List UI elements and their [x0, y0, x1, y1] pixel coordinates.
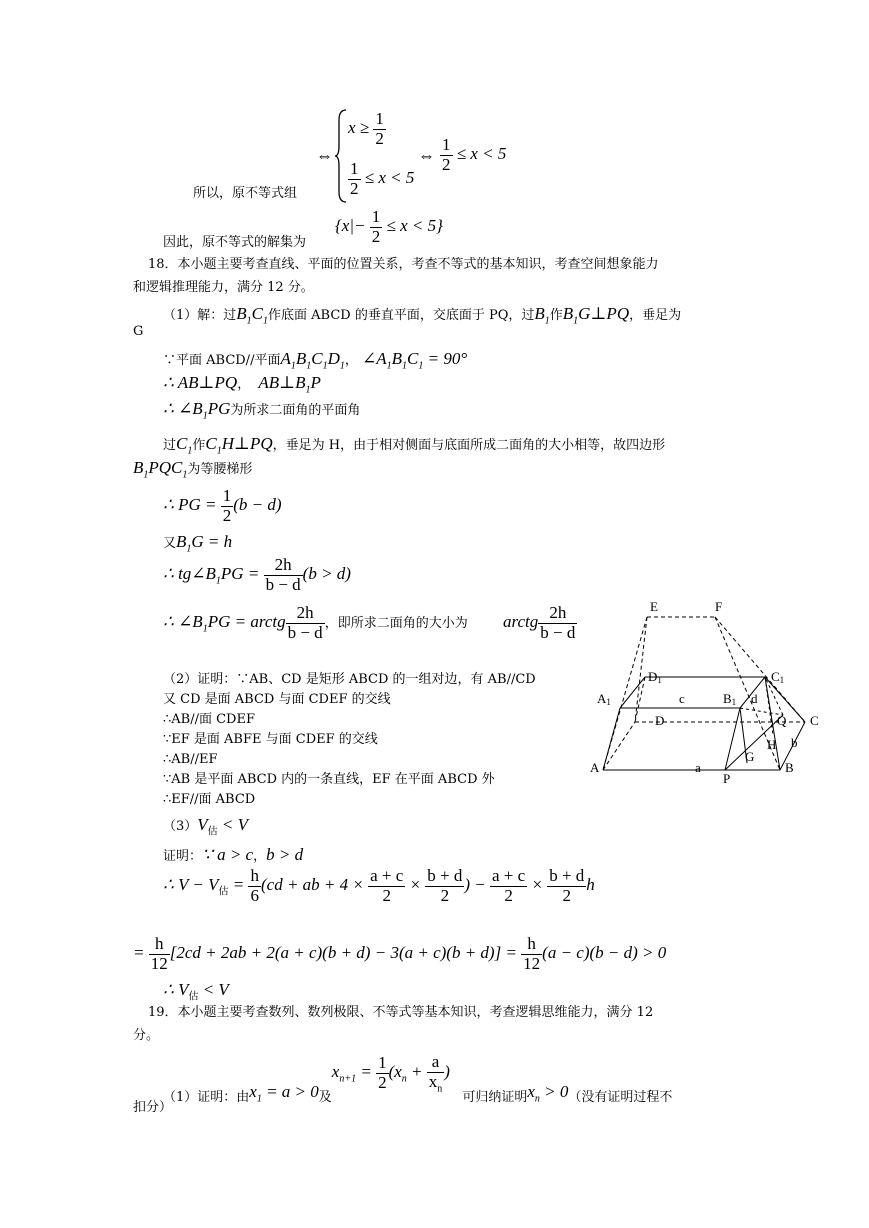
- label-p: P: [723, 771, 731, 786]
- label-d1: D1: [648, 669, 662, 685]
- q18-perp: ∴ AB⊥PQ， $AB\perp B_1P$: [163, 373, 321, 396]
- q18-p3-label: $(3)V_估 < V$: [163, 815, 249, 838]
- label-c1: C1: [771, 669, 785, 685]
- q18-plane-angle: ∴ $\angle B_1PG$为所求二面角的平面角: [163, 399, 361, 422]
- geometry-figure: [585, 595, 825, 790]
- q18-p1-line: （1）解：过$B_1C_1$作底面 ABCD 的垂直平面，交底面于 PQ，过$B_1$作$B_1G\perp PQ$，垂足为: [163, 304, 682, 327]
- label-b-vertex: B: [785, 760, 794, 775]
- equiv-symbol-2: ⇔: [418, 146, 435, 165]
- label-b1: B1: [723, 691, 737, 707]
- label-d: d: [751, 691, 758, 706]
- left-brace: [334, 108, 348, 204]
- equiv-symbol-1: ⇔: [316, 146, 333, 165]
- label-a-edge: a: [695, 760, 701, 775]
- label-f: F: [715, 599, 723, 614]
- q18-volume-result: = $\frac{h}{12}$ [2cd + 2ab + 2(a + c)(b + d) − 3(a + c)(b + d)] = $\frac{h}{12}$ (a − c)(b − d) > 0: [133, 934, 667, 973]
- label-b: b: [791, 735, 798, 750]
- q18-p2-1: （2）证明：∵AB、CD 是矩形 ABCD 的一组对边，有 AB//CD: [163, 672, 536, 687]
- equiv-result: $\frac{1}{2}$ ≤ x < 5: [442, 135, 507, 174]
- label-a1: A1: [597, 691, 611, 707]
- q18-p2-2: 又 CD 是面 ABCD 与面 CDEF 的交线: [163, 692, 391, 707]
- q18-arctg-answer: arctg $\frac{2h}{b - d}$: [503, 603, 576, 642]
- q18-b1g: 又$B_1G = h$: [163, 532, 233, 555]
- label-e: E: [650, 599, 658, 614]
- hence-text: 因此，原不等式的解集为: [163, 235, 307, 250]
- q18-header-cont: 和逻辑推理能力，满分 12 分。: [133, 280, 314, 295]
- solution-set: {x|− $\frac{1}{2}$ ≤ x < 5}: [335, 207, 443, 246]
- label-c: c: [679, 691, 685, 706]
- label-d-vertex: D: [655, 713, 665, 728]
- ineq-x-ge-half: x ≥ $\frac{1}{2}$: [348, 109, 384, 148]
- q18-trapezoid-cont: $B_1PQC_1$为等腰梯形: [133, 458, 253, 481]
- q18-p2-3: ∴AB//面 CDEF: [163, 712, 255, 727]
- q18-trapezoid-line: 过$C_1$作$C_1H\perp PQ$，垂足为 H，由于相对侧面与底面所成二面角的大小相等，故四边形: [163, 434, 666, 457]
- q18-p2-4: ∵EF 是面 ABFE 与面 CDEF 的交线: [163, 732, 378, 747]
- q18-parallel-planes: ∵平面 ABCD//平面$A_1B_1C_1D_1$， $\angle A_1B_1C_1 = 90^\circ$: [163, 349, 468, 372]
- label-q: Q: [777, 713, 787, 728]
- ineq-half-le-x-lt-5: $\frac{1}{2}$ ≤ x < 5: [350, 159, 415, 198]
- q18-conclusion: ∴ $V_估 < V$: [163, 980, 229, 1003]
- q18-header: 18．本小题主要考查直线、平面的位置关系，考查不等式的基本知识，考查空间想象能力: [148, 257, 659, 272]
- q18-p1-g: G: [133, 324, 144, 339]
- q18-p2-6: ∵AB 是平面 ABCD 内的一条直线，EF 在平面 ABCD 外: [163, 772, 495, 787]
- so-text: 所以，原不等式组: [193, 186, 298, 201]
- q18-pg: ∴ PG = $\frac{1}{2}$ (b − d): [163, 486, 282, 525]
- q18-tan: ∴ $tg\angle B_1PG$ = $\frac{2h}{b - d}$ (b > d): [163, 555, 351, 594]
- label-g: G: [745, 749, 755, 764]
- q19-header: 19．本小题主要考查数列、数列极限、不等式等基本知识，考查逻辑思维能力，满分 12: [148, 1005, 654, 1020]
- q18-volume-diff: ∴ $V - V_估$ = $\frac{h}{6}$ (cd + ab + 4 × $\frac{a + c}{2}$ × $\frac{b + d}{2}$ ) − $\frac{a + c}{2}$ × $\frac{b + d}{2}$ h: [163, 866, 595, 905]
- q19-p1: （1）证明：由$x_1 = a > 0$及$x_{n+1}$ = $\frac{1}{2}$ ($x_n$ + $\frac{a}{x_n}$ ) 可归纳证明$x_n > 0$（没有证明过程不: [163, 1052, 673, 1106]
- q18-p3-proof: 证明：∵ a > c，b > d: [163, 845, 304, 864]
- q18-p2-5: ∴AB//EF: [163, 752, 218, 767]
- q19-p1-cont: 扣分）: [133, 1100, 173, 1115]
- label-a: A: [590, 760, 600, 775]
- label-c-vertex: C: [810, 713, 819, 728]
- q19-header-cont: 分。: [133, 1028, 160, 1043]
- label-h: H: [767, 737, 777, 752]
- q18-arctg: ∴ $\angle B_1PG$ = arctg $\frac{2h}{b - d}$ ，即所求二面角的大小为: [163, 603, 468, 642]
- q18-p2-7: ∴EF//面 ABCD: [163, 792, 256, 807]
